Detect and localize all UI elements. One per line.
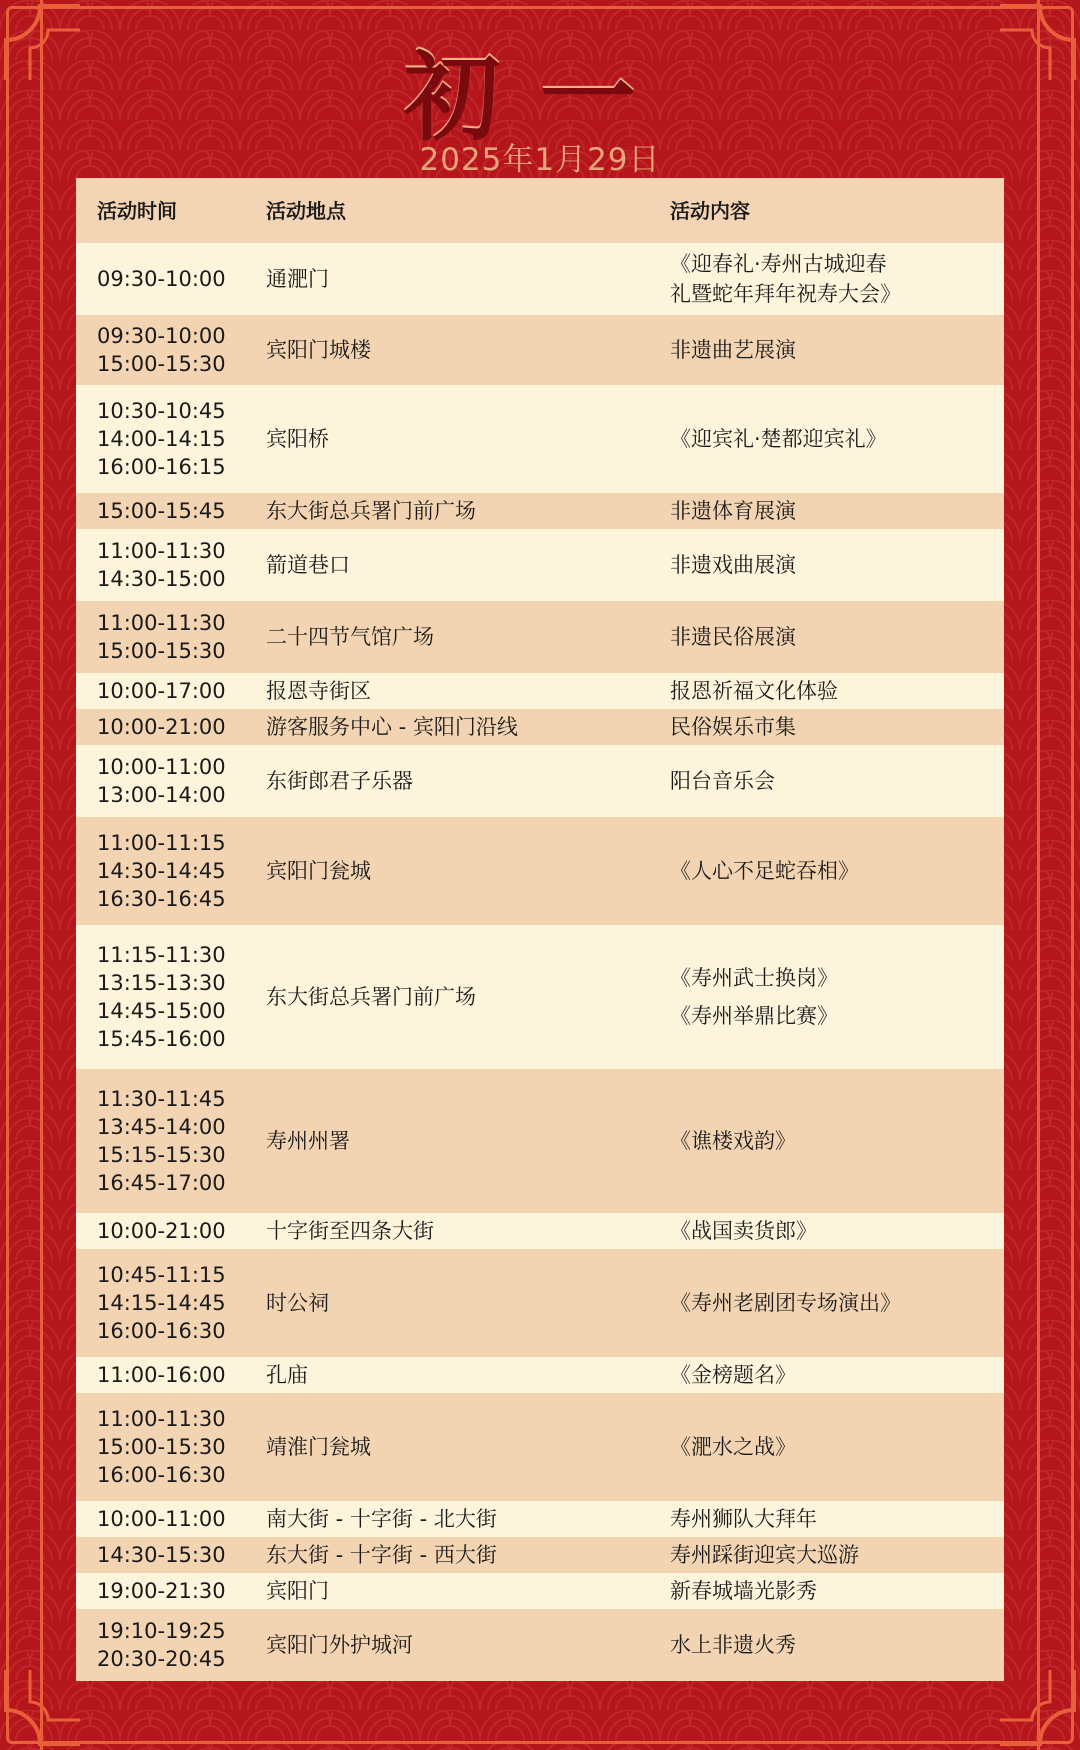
cell-time xyxy=(76,1261,264,1345)
table-row xyxy=(76,1501,1004,1537)
cell-time xyxy=(76,497,264,525)
table-row xyxy=(76,817,1004,925)
cell-content xyxy=(670,1432,1004,1462)
cell-place: 宾阳门城楼 xyxy=(266,338,371,362)
time-slot: 10:00-11:00 xyxy=(97,755,226,779)
time-slot: 15:00-15:30 xyxy=(97,352,226,376)
header-content: 活动内容 xyxy=(670,198,750,223)
table-row xyxy=(76,1609,1004,1681)
cell-time xyxy=(76,265,264,293)
event-date: 2025年1月29日 xyxy=(419,142,661,178)
time-slot: 16:00-16:30 xyxy=(97,1463,226,1487)
time-slot: 11:00-11:15 xyxy=(97,831,226,855)
cell-place: 宾阳门 xyxy=(266,1579,329,1603)
cell-place: 孔庙 xyxy=(266,1363,308,1387)
cell-place: 箭道巷口 xyxy=(266,553,350,577)
content-line: 《寿州老剧团专场演出》 xyxy=(670,1291,901,1315)
table-row xyxy=(76,709,1004,745)
content-line: 《人心不足蛇吞相》 xyxy=(670,859,859,883)
time-slot: 15:15-15:30 xyxy=(97,1143,226,1167)
content-line: 非遗曲艺展演 xyxy=(670,338,796,362)
cell-place: 宾阳桥 xyxy=(266,427,329,451)
cell-place: 宾阳门外护城河 xyxy=(266,1633,413,1657)
cell-time xyxy=(76,677,264,705)
cell-time xyxy=(76,829,264,913)
cell-time xyxy=(76,322,264,378)
cell-place: 东大街总兵署门前广场 xyxy=(266,499,476,523)
cell-time xyxy=(76,609,264,665)
content-line: 报恩祈福文化体验 xyxy=(670,679,838,703)
table-row xyxy=(76,493,1004,529)
table-row xyxy=(76,1357,1004,1393)
time-slot: 15:00-15:45 xyxy=(97,499,226,523)
time-slot: 10:00-21:00 xyxy=(97,1219,226,1243)
schedule-table xyxy=(76,178,1004,1681)
time-slot: 10:30-10:45 xyxy=(97,399,226,423)
content-line: 新春城墙光影秀 xyxy=(670,1579,817,1603)
cell-place: 东街郎君子乐器 xyxy=(266,769,413,793)
table-row xyxy=(76,243,1004,315)
cell-time xyxy=(76,1217,264,1245)
content-line: 寿州狮队大拜年 xyxy=(670,1507,817,1531)
table-row xyxy=(76,1069,1004,1213)
cell-time xyxy=(76,713,264,741)
table-row xyxy=(76,601,1004,673)
time-slot: 14:30-15:00 xyxy=(97,567,226,591)
cell-content xyxy=(670,1126,1004,1156)
table-header-row xyxy=(76,178,1004,243)
time-slot: 19:00-21:30 xyxy=(97,1579,226,1603)
cell-content xyxy=(670,550,1004,580)
cell-place: 东大街总兵署门前广场 xyxy=(266,985,476,1009)
time-slot: 14:00-14:15 xyxy=(97,427,226,451)
cell-place: 二十四节气馆广场 xyxy=(266,625,434,649)
time-slot: 19:10-19:25 xyxy=(97,1619,226,1643)
cell-place: 十字街至四条大街 xyxy=(266,1219,434,1243)
table-row xyxy=(76,1393,1004,1501)
cell-place: 南大街 - 十字街 - 北大街 xyxy=(266,1507,497,1531)
content-line: 《迎春礼·寿州古城迎春 xyxy=(670,252,887,276)
content-line: 礼暨蛇年拜年祝寿大会》 xyxy=(670,282,901,306)
time-slot: 14:30-15:30 xyxy=(97,1543,226,1567)
content-line: 《迎宾礼·楚都迎宾礼》 xyxy=(670,427,887,451)
time-slot: 14:30-14:45 xyxy=(97,859,226,883)
content-line: 《战国卖货郎》 xyxy=(670,1219,817,1243)
cell-time xyxy=(76,1577,264,1605)
table-row xyxy=(76,673,1004,709)
content-line: 非遗体育展演 xyxy=(670,499,796,523)
table-row xyxy=(76,385,1004,493)
header-place: 活动地点 xyxy=(266,198,346,223)
cell-content xyxy=(670,424,1004,454)
cell-time xyxy=(76,1405,264,1489)
cell-content xyxy=(670,963,1004,1031)
time-slot: 20:30-20:45 xyxy=(97,1647,226,1671)
content-line: 非遗戏曲展演 xyxy=(670,553,796,577)
cell-place: 时公祠 xyxy=(266,1291,329,1315)
cell-time xyxy=(76,397,264,481)
cell-content xyxy=(670,249,1004,309)
cell-place: 报恩寺街区 xyxy=(266,679,371,703)
time-slot: 16:45-17:00 xyxy=(97,1171,226,1195)
time-slot: 10:00-17:00 xyxy=(97,679,226,703)
time-slot: 10:45-11:15 xyxy=(97,1263,226,1287)
time-slot: 13:00-14:00 xyxy=(97,783,226,807)
cell-time xyxy=(76,1361,264,1389)
table-row xyxy=(76,1537,1004,1573)
cell-time xyxy=(76,941,264,1053)
cell-time xyxy=(76,1505,264,1533)
cell-content xyxy=(670,496,1004,526)
time-slot: 09:30-10:00 xyxy=(97,324,226,348)
content-line: 民俗娱乐市集 xyxy=(670,715,796,739)
table-row xyxy=(76,1213,1004,1249)
time-slot: 11:00-16:00 xyxy=(97,1363,226,1387)
cell-time xyxy=(76,1541,264,1569)
time-slot: 13:15-13:30 xyxy=(97,971,226,995)
cell-content xyxy=(670,1540,1004,1570)
time-slot: 13:45-14:00 xyxy=(97,1115,226,1139)
cell-content xyxy=(670,1360,1004,1390)
cell-place: 宾阳门瓮城 xyxy=(266,859,371,883)
content-line: 《金榜题名》 xyxy=(670,1363,796,1387)
cell-time xyxy=(76,1085,264,1197)
table-row xyxy=(76,745,1004,817)
cell-content xyxy=(670,335,1004,365)
cell-content xyxy=(670,676,1004,706)
time-slot: 11:15-11:30 xyxy=(97,943,226,967)
time-slot: 15:45-16:00 xyxy=(97,1027,226,1051)
content-line: 《谯楼戏韵》 xyxy=(670,1129,796,1153)
content-line: 阳台音乐会 xyxy=(670,769,775,793)
time-slot: 14:15-14:45 xyxy=(97,1291,226,1315)
content-line: 水上非遗火秀 xyxy=(670,1633,796,1657)
time-slot: 11:00-11:30 xyxy=(97,1407,226,1431)
table-row xyxy=(76,1573,1004,1609)
cell-time xyxy=(76,1617,264,1673)
cell-place: 靖淮门瓮城 xyxy=(266,1435,371,1459)
content-line: 寿州踩街迎宾大巡游 xyxy=(670,1543,859,1567)
time-slot: 11:00-11:30 xyxy=(97,539,226,563)
content-line: 《寿州武士换岗》 xyxy=(670,966,838,990)
time-slot: 10:00-21:00 xyxy=(97,715,226,739)
cell-place: 游客服务中心 - 宾阳门沿线 xyxy=(266,715,518,739)
table-row xyxy=(76,529,1004,601)
cell-content xyxy=(670,712,1004,742)
time-slot: 15:00-15:30 xyxy=(97,639,226,663)
cell-content xyxy=(670,1576,1004,1606)
cell-content xyxy=(670,1288,1004,1318)
content-line: 《寿州举鼎比赛》 xyxy=(670,1004,838,1028)
header-time: 活动时间 xyxy=(97,198,177,223)
content-line: 《淝水之战》 xyxy=(670,1435,796,1459)
time-slot: 15:00-15:30 xyxy=(97,1435,226,1459)
time-slot: 16:30-16:45 xyxy=(97,887,226,911)
time-slot: 10:00-11:00 xyxy=(97,1507,226,1531)
time-slot: 14:45-15:00 xyxy=(97,999,226,1023)
table-body xyxy=(76,243,1004,1681)
content-line: 非遗民俗展演 xyxy=(670,625,796,649)
cell-content xyxy=(670,1216,1004,1246)
time-slot: 16:00-16:30 xyxy=(97,1319,226,1343)
time-slot: 11:30-11:45 xyxy=(97,1087,226,1111)
cell-content xyxy=(670,622,1004,652)
cell-content xyxy=(670,1504,1004,1534)
table-row xyxy=(76,925,1004,1069)
cell-place: 东大街 - 十字街 - 西大街 xyxy=(266,1543,497,1567)
time-slot: 11:00-11:30 xyxy=(97,611,226,635)
table-row xyxy=(76,315,1004,385)
time-slot: 16:00-16:15 xyxy=(97,455,226,479)
table-row xyxy=(76,1249,1004,1357)
time-slot: 09:30-10:00 xyxy=(97,267,226,291)
cell-time xyxy=(76,537,264,593)
cell-place: 寿州州署 xyxy=(266,1129,350,1153)
cell-place: 通淝门 xyxy=(266,267,329,291)
page-title: 初一 xyxy=(404,39,676,152)
cell-content xyxy=(670,856,1004,886)
cell-time xyxy=(76,753,264,809)
cell-content xyxy=(670,1630,1004,1660)
cell-content xyxy=(670,766,1004,796)
